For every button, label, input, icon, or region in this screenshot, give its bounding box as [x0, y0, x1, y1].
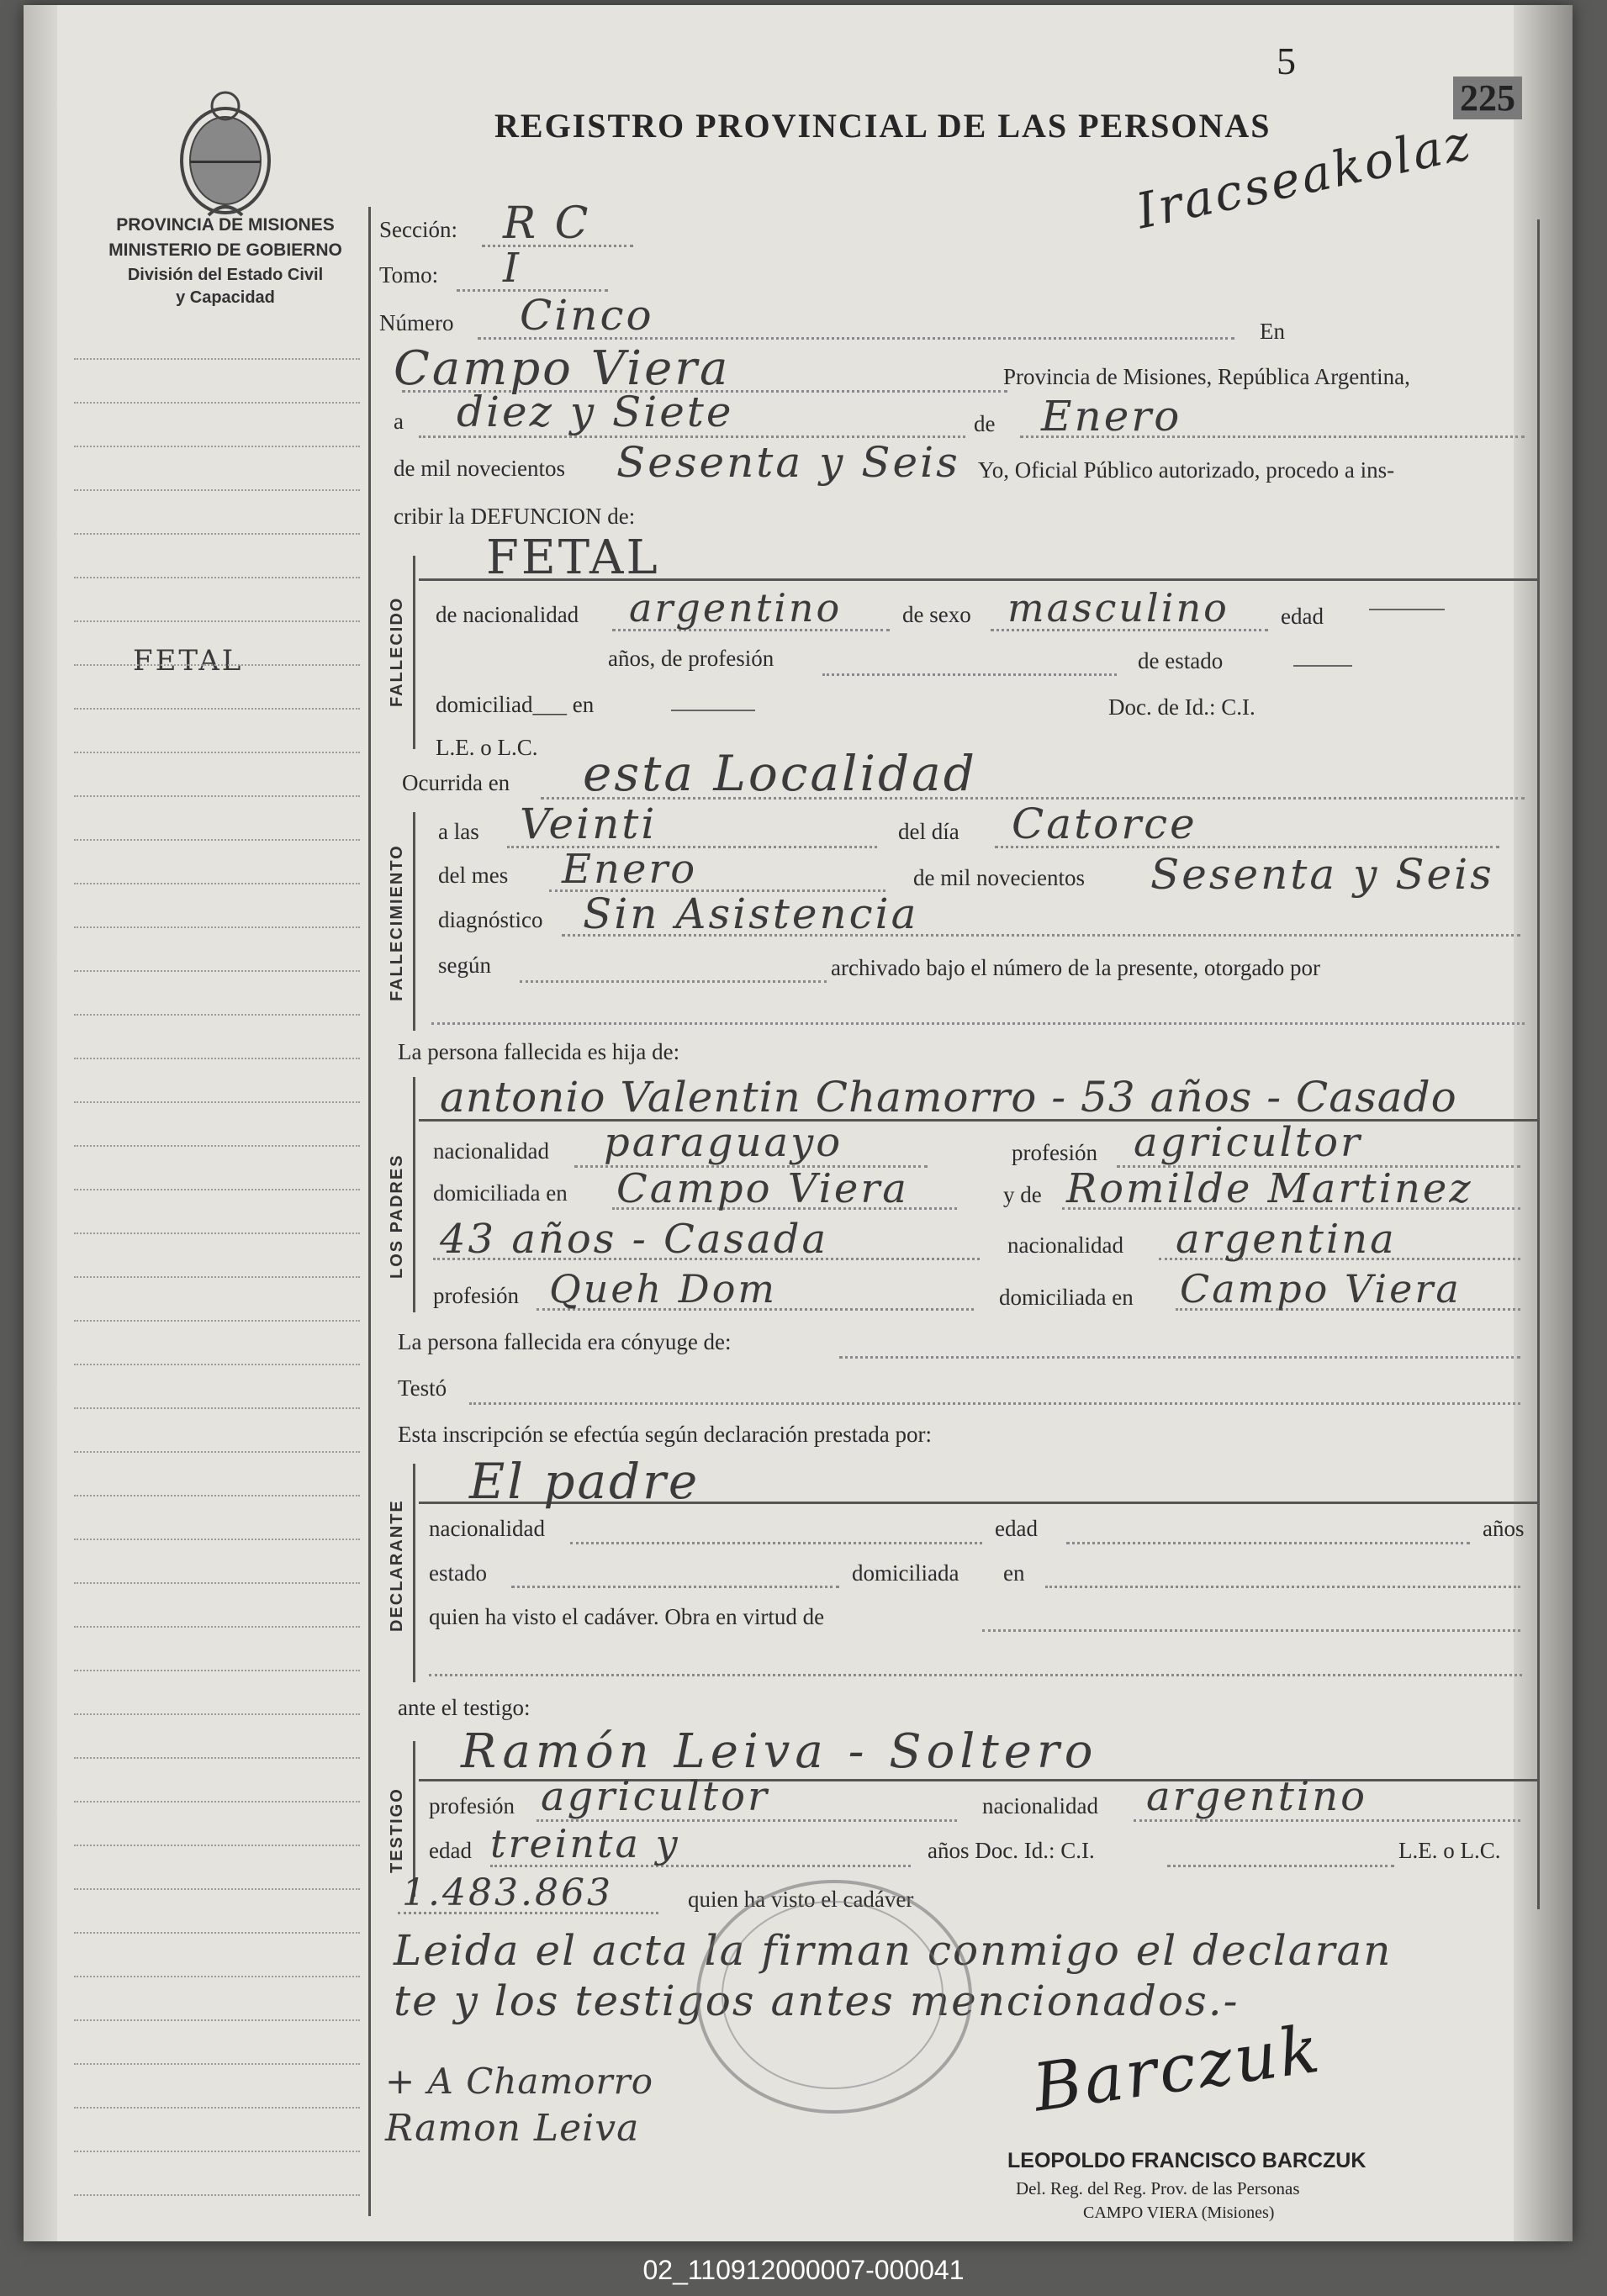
tomo-value: I	[503, 245, 521, 292]
testigo-edad-value: treinta y	[490, 1821, 680, 1866]
declarante-estado-line	[511, 1586, 839, 1588]
madre-dom-value: Campo Viera	[1180, 1266, 1462, 1312]
oficial-lugar: CAMPO VIERA (Misiones)	[1083, 2204, 1275, 2222]
padres-section-label: LOS PADRES	[388, 1153, 406, 1279]
ocurrida-label: Ocurrida en	[402, 770, 510, 795]
margin-ruled-line	[74, 2019, 360, 2021]
fallecido-edad-label: edad	[1281, 604, 1324, 629]
madre-prof-value: Queh Dom	[549, 1266, 778, 1312]
margin-ruled-line	[74, 926, 360, 928]
fallecido-sexo: masculino	[1007, 585, 1229, 631]
seccion-value: R C	[503, 198, 591, 249]
margin-ruled-line	[74, 1145, 360, 1147]
oficial-cargo: Del. Reg. del Reg. Prov. de las Personas	[1016, 2178, 1300, 2198]
cierre-linea-2: te y los testigos antes mencionados.-	[394, 1977, 1240, 2025]
margin-ruled-line	[74, 1670, 360, 1671]
firma-testigo: Ramon Leiva	[385, 2107, 640, 2150]
seccion-label: Sección:	[379, 217, 457, 242]
padres-intro: La persona fallecida es hija de:	[398, 1039, 680, 1064]
margin-ruled-line	[74, 1582, 360, 1584]
margin-ruled-line	[74, 1888, 360, 1890]
folio-number: 225	[1453, 77, 1522, 119]
margin-ruled-line	[74, 1014, 360, 1016]
document-title: REGISTRO PROVINCIAL DE LAS PERSONAS	[494, 107, 1271, 145]
madre-edad: 43 años - Casada	[440, 1216, 829, 1263]
division-label: División del Estado Civil	[127, 266, 324, 284]
oficial-text: Yo, Oficial Público autorizado, procedo a ins-	[978, 457, 1395, 483]
tomo-label: Tomo:	[379, 262, 439, 288]
form-right-border	[1537, 219, 1540, 1909]
left-header-block	[74, 215, 377, 308]
testigo-prof-label: profesión	[429, 1793, 515, 1818]
mes-falle-label: del mes	[438, 863, 509, 888]
header-signature: Iracseakolaz	[1131, 113, 1477, 240]
margin-ruled-line	[74, 1320, 360, 1322]
margin-ruled-line	[74, 358, 360, 360]
padre-prof-label: profesión	[1012, 1140, 1097, 1165]
conyuge-label: La persona fallecida era cónyuge de:	[398, 1329, 732, 1354]
declarante-nombre: El padre	[469, 1453, 700, 1510]
margin-ruled-line	[74, 2151, 360, 2152]
declarante-border	[413, 1464, 415, 1682]
margin-ruled-line	[74, 1189, 360, 1190]
fallecido-nombre: FETAL	[486, 530, 660, 585]
testigo-section-label: TESTIGO	[388, 1787, 406, 1873]
page-edge	[1514, 5, 1573, 2241]
declarante-edad-label: edad	[995, 1516, 1038, 1541]
declarante-nac-line	[570, 1542, 982, 1544]
margin-ruled-line	[74, 620, 360, 622]
margin-ruled-line	[74, 1058, 360, 1059]
margin-ruled-line	[74, 489, 360, 491]
margin-ruled-line	[74, 1364, 360, 1365]
fallecimiento-border	[413, 812, 415, 1031]
testigo-doc-label: años Doc. Id.: C.I.	[928, 1838, 1095, 1863]
fallecido-doc-label: Doc. de Id.: C.I.	[1108, 694, 1255, 720]
margin-ruled-line	[74, 2063, 360, 2065]
declarante-dom-label: domiciliada	[852, 1560, 959, 1586]
fallecido-anios-label: años, de profesión	[608, 646, 774, 671]
coat-of-arms-icon	[162, 81, 288, 224]
declarante-estado-label: estado	[429, 1560, 487, 1586]
padre-nac-label: nacionalidad	[433, 1138, 549, 1164]
margin-ruled-line	[74, 1801, 360, 1802]
margin-ruled-line	[74, 1276, 360, 1278]
madre-nombre: Romilde Martinez	[1066, 1165, 1473, 1212]
madre-dom-label: domiciliada en	[999, 1285, 1134, 1310]
declarante-en-label: en	[1003, 1560, 1025, 1586]
fallecido-border	[413, 556, 415, 749]
image-caption: 02_110912000007-000041	[642, 2255, 965, 2285]
conyuge-line	[839, 1356, 1520, 1359]
lugar-value: Campo Viera	[394, 341, 731, 396]
margin-ruled-line	[74, 1845, 360, 1846]
declarante-visto-label: quien ha visto el cadáver. Obra en virtud de	[429, 1604, 825, 1629]
declarante-section-label: DECLARANTE	[388, 1499, 406, 1632]
anio-value: Sesenta y Seis	[616, 438, 960, 487]
margin-ruled-line	[74, 1451, 360, 1453]
segun-line-2	[431, 1022, 1525, 1025]
numero-label: Número	[379, 310, 454, 335]
testigo-prof-value: agricultor	[541, 1773, 769, 1820]
margin-ruled-line	[74, 970, 360, 972]
firma-padre: + A Chamorro	[385, 2061, 654, 2102]
testo-label: Testó	[398, 1375, 447, 1401]
declarante-visto-line	[982, 1629, 1520, 1632]
testigo-nac-label: nacionalidad	[982, 1793, 1098, 1818]
hora-label: a las	[438, 819, 479, 844]
hora-value: Veinti	[520, 800, 658, 848]
margin-ruled-line	[74, 1539, 360, 1540]
en-label: En	[1260, 319, 1285, 344]
margin-ruled-line	[74, 1101, 360, 1103]
margin-ruled-line	[74, 577, 360, 578]
margin-ruled-line	[74, 533, 360, 535]
mes-value: Enero	[1041, 392, 1182, 441]
ocurrida-value: esta Localidad	[583, 745, 977, 802]
segun-label: según	[438, 953, 491, 978]
margin-ruled-line	[74, 446, 360, 447]
official-seal-inner-icon	[722, 1901, 944, 2089]
fallecimiento-section-label: FALLECIMIENTO	[388, 844, 406, 1001]
margin-ruled-line	[74, 883, 360, 884]
fallecido-prof-line	[822, 673, 1117, 676]
dia-falle-label: del día	[898, 819, 959, 844]
testigo-intro: ante el testigo:	[398, 1695, 531, 1720]
margin-ruled-line	[74, 1976, 360, 1977]
fallecido-le-label: L.E. o L.C.	[436, 735, 538, 760]
cierre-linea-1: Leida el acta la firman conmigo el declaran	[394, 1926, 1393, 1975]
margin-ruled-line	[74, 708, 360, 710]
testigo-nac-value: argentino	[1146, 1773, 1368, 1820]
fallecido-sexo-label: de sexo	[902, 602, 971, 627]
document-page	[24, 5, 1573, 2241]
declarante-intro: Esta inscripción se efectúa según declaración prestada por:	[398, 1422, 932, 1447]
anio-falle-label: de mil novecientos	[913, 865, 1085, 890]
province-label: PROVINCIA DE MISIONES	[116, 215, 335, 235]
testigo-le-label: L.E. o L.C.	[1398, 1838, 1501, 1863]
ministry-label: MINISTERIO DE GOBIERNO	[108, 240, 342, 260]
form-left-border	[368, 207, 371, 2216]
padre-dom-label: domiciliada en	[433, 1180, 568, 1206]
archivado-label: archivado bajo el número de la presente, otorgado por	[831, 955, 1321, 980]
padre-prof-value: agricultor	[1134, 1119, 1362, 1166]
margin-ruled-line	[74, 839, 360, 841]
testigo-doc-line	[1167, 1865, 1394, 1867]
margin-ruled-line	[74, 402, 360, 404]
fallecido-section-label: FALLECIDO	[388, 596, 406, 707]
margin-ruled-line	[74, 1932, 360, 1934]
binding-spine	[24, 5, 57, 2241]
anio-falle-value: Sesenta y Seis	[1150, 850, 1494, 899]
padre-nombre: antonio Valentin Chamorro - 53 años - Casado	[440, 1073, 1457, 1122]
testigo-docnum: 1.483.863	[402, 1871, 613, 1914]
madre-nac-value: argentina	[1176, 1216, 1397, 1263]
capacity-label: y Capacidad	[176, 288, 275, 307]
margin-ruled-line	[74, 1232, 360, 1234]
de-label: de	[974, 411, 996, 436]
numero-value: Cinco	[520, 291, 654, 340]
padres-border	[413, 1077, 415, 1312]
margin-ruled-line	[74, 1495, 360, 1496]
margin-ruled-line	[74, 1713, 360, 1715]
margin-ruled-line	[74, 664, 360, 666]
fallecido-nac-label: de nacionalidad	[436, 602, 579, 627]
testigo-edad-label: edad	[429, 1838, 472, 1863]
fallecido-estado-label: de estado	[1138, 648, 1224, 673]
margin-ruled-line	[74, 1757, 360, 1759]
margin-ruled-line	[74, 1626, 360, 1628]
provincia-label: Provincia de Misiones, República Argentina,	[1003, 364, 1410, 389]
page-number: 5	[1277, 40, 1296, 82]
margin-ruled-line	[74, 1407, 360, 1409]
fallecido-dom-dash	[671, 710, 755, 711]
dia-falle-value: Catorce	[1012, 800, 1197, 848]
fallecido-estado-dash	[1293, 665, 1352, 667]
segun-line	[520, 980, 827, 983]
padre-dom-value: Campo Viera	[616, 1165, 909, 1212]
margin-note: FETAL	[133, 644, 244, 678]
firma-oficial: Barczuk	[1028, 2011, 1326, 2127]
declarante-dom-line	[1045, 1586, 1520, 1588]
madre-yde-label: y de	[1003, 1182, 1042, 1207]
margin-ruled-line	[74, 2107, 360, 2109]
testigo-visto-label: quien ha visto el cadáver	[688, 1887, 914, 1912]
declarante-edad-line	[1066, 1542, 1470, 1544]
fallecido-nacionalidad: argentino	[629, 585, 843, 631]
testigo-nombre: Ramón Leiva - Soltero	[461, 1724, 1098, 1779]
diagnostico-value: Sin Asistencia	[583, 889, 919, 938]
fallecido-domicilio-label: domiciliad___ en	[436, 692, 595, 717]
mes-falle-value: Enero	[562, 846, 698, 893]
margin-ruled-line	[74, 795, 360, 797]
declarante-anios-label: años	[1483, 1516, 1525, 1541]
madre-nac-label: nacionalidad	[1007, 1232, 1123, 1258]
inscribir-text: cribir la DEFUNCION de:	[394, 504, 636, 529]
declarante-nac-label: nacionalidad	[429, 1516, 545, 1541]
oficial-nombre: LEOPOLDO FRANCISCO BARCZUK	[1007, 2149, 1366, 2172]
diagnostico-label: diagnóstico	[438, 907, 543, 932]
testo-line	[469, 1402, 1520, 1405]
margin-ruled-line	[74, 752, 360, 753]
madre-prof-label: profesión	[433, 1283, 519, 1308]
padre-nac-value: paraguayo	[604, 1119, 843, 1166]
margin-ruled-line	[74, 2194, 360, 2196]
a-label: a	[394, 409, 404, 434]
dia-value: diez y Siete	[457, 388, 734, 436]
anio-label: de mil novecientos	[394, 456, 565, 481]
fallecido-edad-dash	[1369, 609, 1445, 610]
declarante-line-2	[429, 1674, 1522, 1676]
